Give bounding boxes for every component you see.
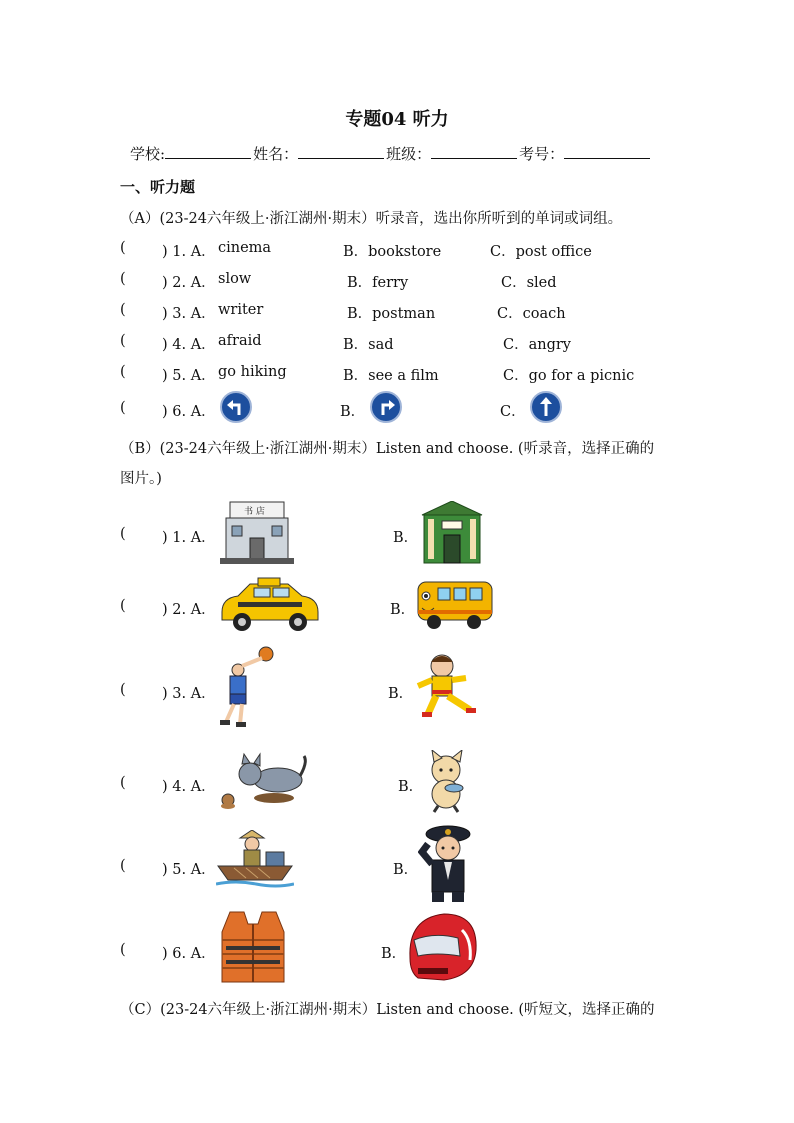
- question-number: ) 3. A．: [162, 306, 216, 322]
- option-b-label: B．: [381, 946, 407, 962]
- answer-paren[interactable]: (: [120, 526, 126, 542]
- question-number: ) 1. A．: [162, 244, 216, 260]
- question-number: ) 4. A．: [162, 337, 216, 353]
- turn-left-sign-icon: [220, 391, 252, 423]
- helmet-picture: [404, 910, 480, 984]
- part-b-instruction-line-2: 图片。): [120, 471, 162, 487]
- option-a: writer: [218, 302, 264, 318]
- question-number: ) 6. A．: [162, 946, 216, 962]
- cat-eating-fish-picture: [424, 750, 474, 814]
- option-b: B．see a film: [343, 368, 439, 384]
- option-a: afraid: [218, 333, 262, 349]
- class-label: 班级：: [386, 145, 432, 163]
- option-b-label: B．: [340, 404, 366, 420]
- answer-paren[interactable]: (: [120, 302, 126, 318]
- question-number: ) 2. A．: [162, 602, 216, 618]
- question-number: ) 2. A．: [162, 275, 216, 291]
- svg-text:书 店: 书 店: [244, 507, 265, 517]
- question-number: ) 4. A．: [162, 779, 216, 795]
- answer-paren[interactable]: (: [120, 333, 126, 349]
- question-number: ) 3. A．: [162, 686, 216, 702]
- option-b-label: B．: [393, 862, 419, 878]
- option-a: slow: [218, 271, 252, 287]
- question-number: ) 1. A．: [162, 530, 216, 546]
- number-blank[interactable]: [564, 144, 650, 159]
- option-b: B．postman: [347, 306, 436, 322]
- option-c: C．post office: [490, 244, 592, 260]
- option-b-label: B．: [388, 686, 414, 702]
- answer-paren[interactable]: (: [120, 271, 126, 287]
- part-c-instruction-line-1: （C）(23-24六年级上·浙江湖州·期末）Listen and choose. (听短文，选择正确的: [120, 1002, 655, 1018]
- option-a: cinema: [218, 240, 272, 256]
- taxi-picture: [218, 576, 322, 634]
- basketball-player-picture: [214, 644, 278, 730]
- go-straight-sign-icon: [530, 391, 562, 423]
- option-c-label: C．: [500, 404, 526, 420]
- option-c: C．sled: [501, 275, 557, 291]
- fisherman-on-boat-picture: [216, 830, 294, 890]
- answer-paren[interactable]: (: [120, 775, 126, 791]
- school-blank[interactable]: [165, 144, 251, 159]
- name-label: 姓名：: [253, 145, 299, 163]
- question-number: ) 5. A．: [162, 368, 216, 384]
- option-b-label: B．: [393, 530, 419, 546]
- question-number: ) 6. A．: [162, 404, 216, 420]
- answer-paren[interactable]: (: [120, 942, 126, 958]
- option-b: B．bookstore: [343, 244, 442, 260]
- answer-paren[interactable]: (: [120, 400, 126, 416]
- kung-fu-boy-picture: [414, 652, 478, 720]
- option-a: go hiking: [218, 364, 287, 380]
- option-c: C．go for a picnic: [503, 368, 635, 384]
- answer-paren[interactable]: (: [120, 858, 126, 874]
- class-blank[interactable]: [431, 144, 517, 159]
- page-title: 专题04 听力: [345, 109, 449, 130]
- option-b-label: B．: [398, 779, 424, 795]
- option-c: C．coach: [497, 306, 566, 322]
- life-jacket-picture: [218, 908, 288, 986]
- policeman-saluting-picture: [418, 824, 478, 904]
- part-b-instruction-line-1: （B）(23-24六年级上·浙江湖州·期末）Listen and choose. (听录音，选择正确的: [120, 441, 655, 457]
- answer-paren[interactable]: (: [120, 364, 126, 380]
- bus-picture: [416, 578, 494, 632]
- answer-paren[interactable]: (: [120, 682, 126, 698]
- number-label: 考号：: [519, 145, 565, 163]
- name-blank[interactable]: [298, 144, 384, 159]
- turn-right-sign-icon: [370, 391, 402, 423]
- section-heading: 一、听力题: [120, 178, 196, 196]
- answer-paren[interactable]: (: [120, 598, 126, 614]
- option-b: B．sad: [343, 337, 394, 353]
- part-a-instruction: （A）(23-24六年级上·浙江湖州·期末）听录音，选出你所听到的单词或词组。: [120, 211, 623, 227]
- student-info-line: [130, 143, 652, 164]
- bookstore-picture: [220, 500, 294, 564]
- option-c: C．angry: [503, 337, 571, 353]
- question-number: ) 5. A．: [162, 862, 216, 878]
- cat-chasing-mouse-picture: [216, 752, 308, 810]
- school-label: 学校:: [130, 145, 166, 163]
- answer-paren[interactable]: (: [120, 240, 126, 256]
- cinema-building-picture: [420, 501, 484, 565]
- option-b-label: B．: [390, 602, 416, 618]
- option-b: B．ferry: [347, 275, 409, 291]
